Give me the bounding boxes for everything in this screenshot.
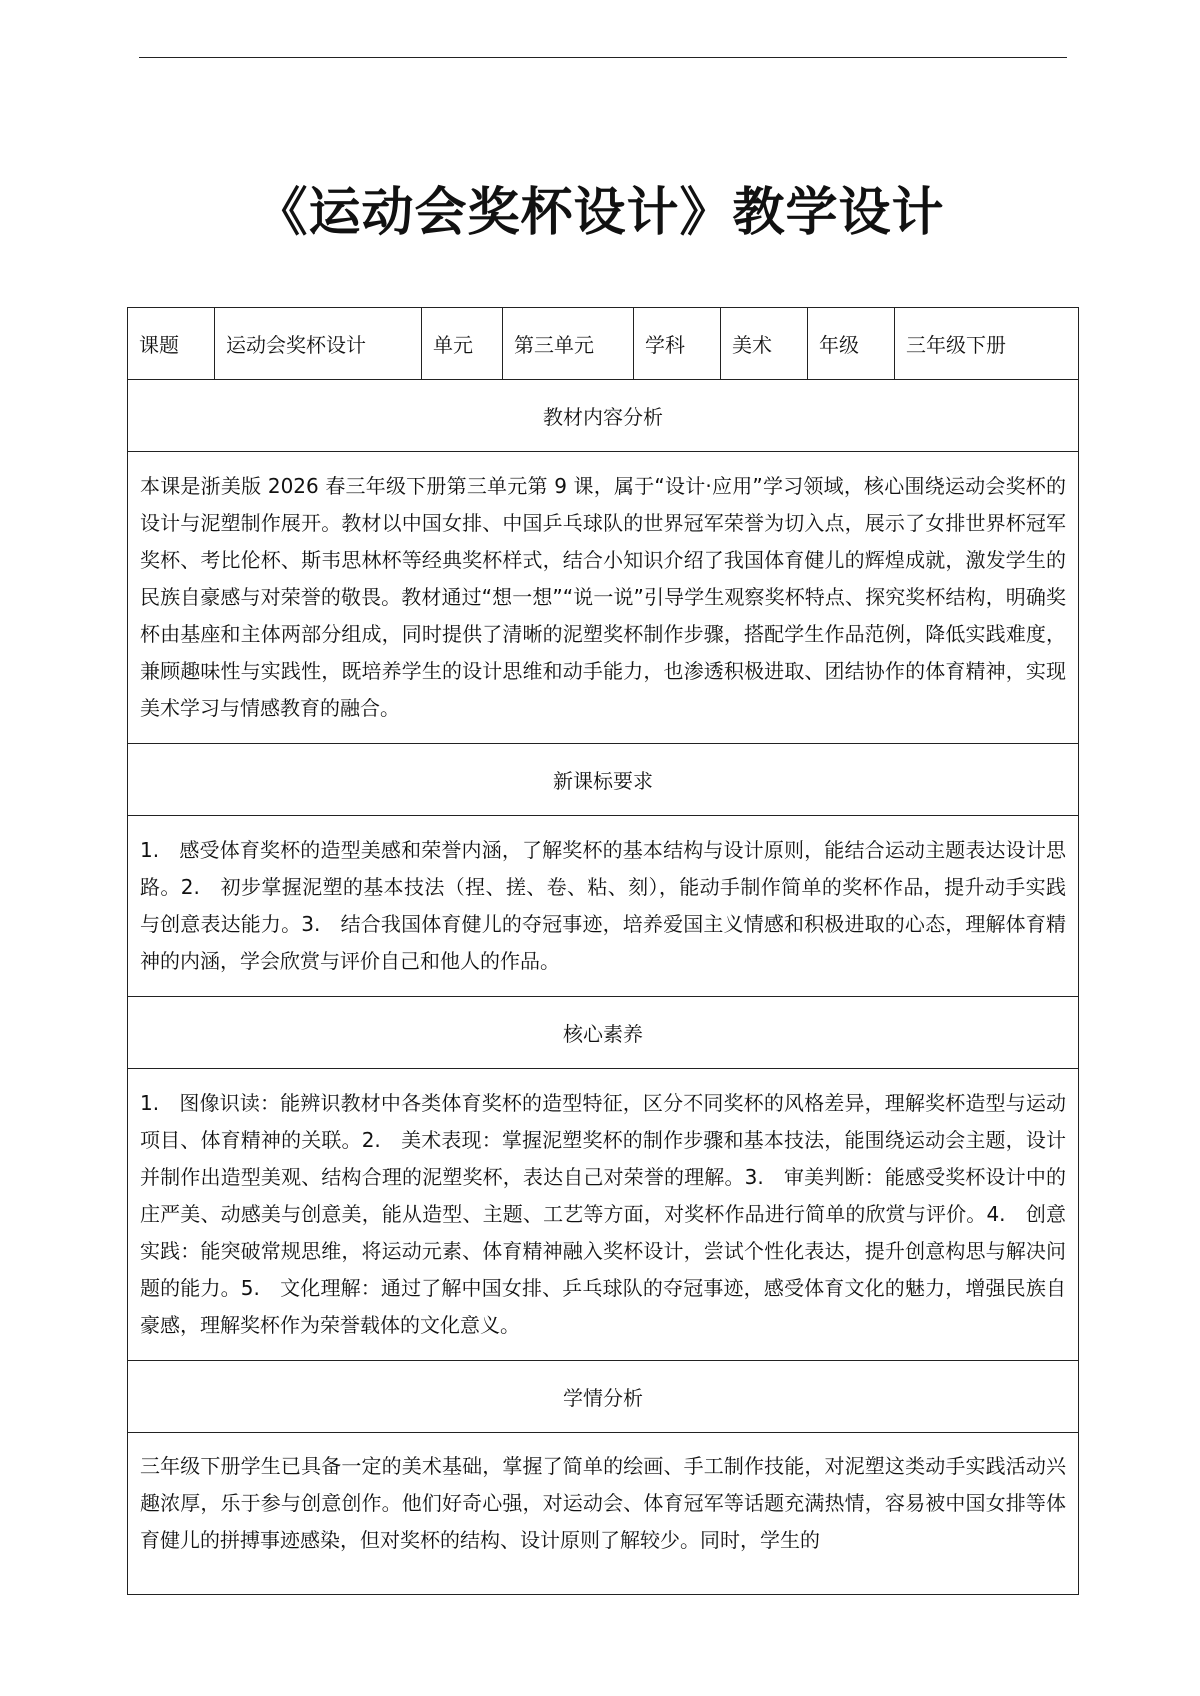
learner-analysis-heading: 学情分析 — [128, 1361, 1079, 1433]
section-heading-row — [128, 380, 1079, 452]
core-competencies-body: 1. 图像识读：能辨识教材中各类体育奖杯的造型特征，区分不同奖杯的风格差异，理解奖杯造型与运动项目、体育精神的关联。2. 美术表现：掌握泥塑奖杯的制作步骤和基本技法，能围绕运动会主题，设计并制作出造型美观、结构合理的泥塑奖杯，表达自己对荣誉的理解。3. 审美判断：能感受奖杯设计中的庄严美、动感美与创意美，能从造型、主题、工艺等方面，对奖杯作品进行简单的欣赏与评价。4. 创意实践：能突破常规思维，将运动元素、体育精神融入奖杯设计，尝试个性化表达，提升创意构思与解决问题的能力。5. 文化理解：通过了解中国女排、乒乓球队的夺冠事迹，感受体育文化的魅力，增强民族自豪感，理解奖杯作为荣誉载体的文化意义。 — [128, 1069, 1079, 1361]
section-heading-row — [128, 744, 1079, 816]
info-row — [128, 308, 1079, 380]
section-body-row — [128, 452, 1079, 744]
unit-value: 第三单元 — [503, 308, 634, 380]
section-heading-row — [128, 997, 1079, 1069]
lesson-plan-table — [127, 307, 1079, 1595]
subject-label: 学科 — [634, 308, 721, 380]
topic-value: 运动会奖杯设计 — [215, 308, 422, 380]
section-heading-row — [128, 1361, 1079, 1433]
textbook-analysis-body: 本课是浙美版 2026 春三年级下册第三单元第 9 课，属于“设计·应用”学习领域，核心围绕运动会奖杯的设计与泥塑制作展开。教材以中国女排、中国乒乓球队的世界冠军荣誉为切入点，展示了女排世界杯冠军奖杯、考比伦杯、斯韦思林杯等经典奖杯样式，结合小知识介绍了我国体育健儿的辉煌成就，激发学生的民族自豪感与对荣誉的敬畏。教材通过“想一想”“说一说”引导学生观察奖杯特点、探究奖杯结构，明确奖杯由基座和主体两部分组成，同时提供了清晰的泥塑奖杯制作步骤，搭配学生作品范例，降低实践难度，兼顾趣味性与实践性，既培养学生的设计思维和动手能力，也渗透积极进取、团结协作的体育精神，实现美术学习与情感教育的融合。 — [128, 452, 1079, 744]
document-title: 《运动会奖杯设计》教学设计 — [255, 183, 945, 243]
core-competencies-heading: 核心素养 — [128, 997, 1079, 1069]
curriculum-standards-body: 1. 感受体育奖杯的造型美感和荣誉内涵，了解奖杯的基本结构与设计原则，能结合运动主题表达设计思路。2. 初步掌握泥塑的基本技法（捏、搓、卷、粘、刻），能动手制作简单的奖杯作品，提升动手实践与创意表达能力。3. 结合我国体育健儿的夺冠事迹，培养爱国主义情感和积极进取的心态，理解体育精神的内涵，学会欣赏与评价自己和他人的作品。 — [128, 816, 1079, 997]
learner-analysis-body: 三年级下册学生已具备一定的美术基础，掌握了简单的绘画、手工制作技能，对泥塑这类动手实践活动兴趣浓厚，乐于参与创意创作。他们好奇心强，对运动会、体育冠军等话题充满热情，容易被中国女排等体育健儿的拼搏事迹感染，但对奖杯的结构、设计原则了解较少。同时，学生的 — [128, 1433, 1079, 1595]
subject-value: 美术 — [721, 308, 808, 380]
unit-label: 单元 — [422, 308, 503, 380]
header-rule — [139, 57, 1067, 58]
section-body-row — [128, 1433, 1079, 1595]
section-body-row — [128, 1069, 1079, 1361]
topic-label: 课题 — [128, 308, 215, 380]
section-body-row — [128, 816, 1079, 997]
grade-value: 三年级下册 — [895, 308, 1079, 380]
curriculum-standards-heading: 新课标要求 — [128, 744, 1079, 816]
textbook-analysis-heading: 教材内容分析 — [128, 380, 1079, 452]
grade-label: 年级 — [808, 308, 895, 380]
